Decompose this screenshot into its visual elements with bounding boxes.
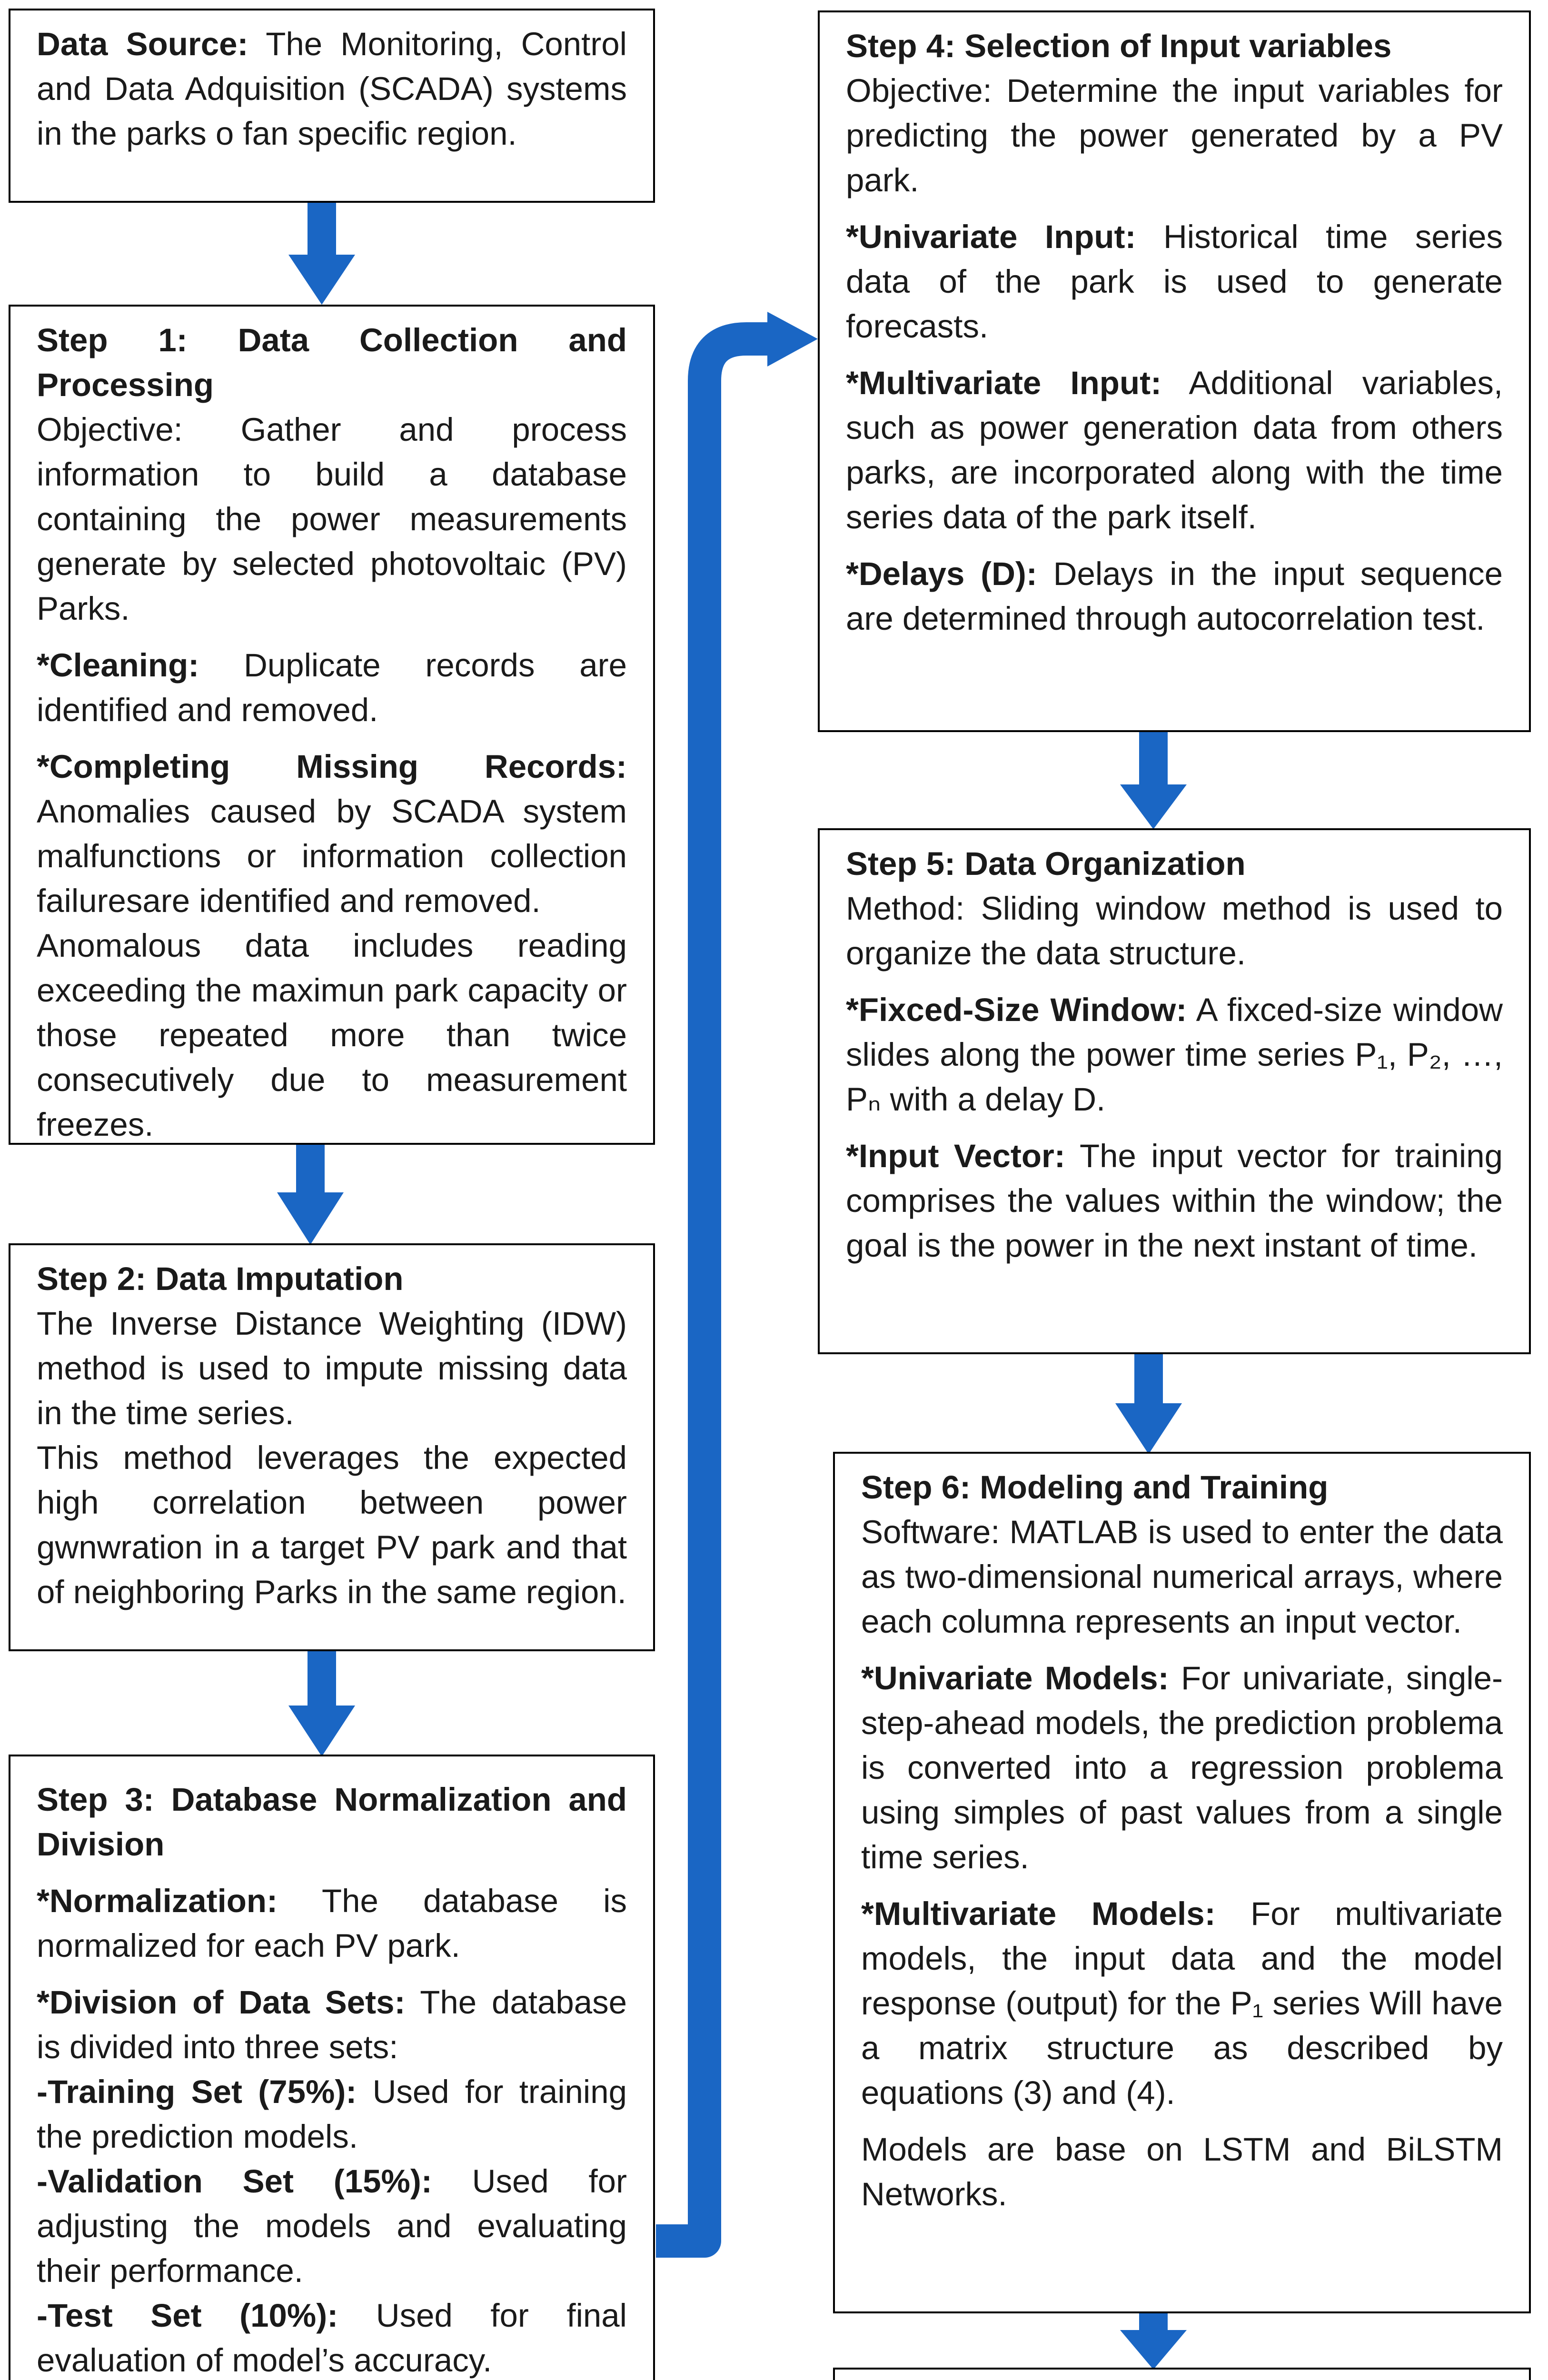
step2-method: The Inverse Distance Weighting (IDW) method is used to impute missing data in the time series. — [37, 1305, 627, 1431]
arrow-step3-to-step4 — [656, 312, 818, 2241]
step7-box — [833, 2368, 1531, 2380]
step5-window: *Fixced-Size Window: A fixced-size window slides along the power time series P₁, P₂, …, Pₙ with a delay D. — [846, 992, 1503, 1118]
step3-normalization: *Normalization: The database is normalized for each PV park. — [37, 1883, 627, 1964]
step3-training-set: -Training Set (75%): Used for training the prediction models. — [37, 2073, 627, 2155]
step2-title: Step 2: Data Imputation — [37, 1260, 404, 1297]
step4-multivariate: *Multivariate Input: Additional variables, such as power generation data from others parks, are incorporated along with the time series data of the park itself. — [846, 365, 1503, 536]
step3-title: Step 3: Database Normalization and Division — [37, 1781, 627, 1863]
step6-box — [833, 1452, 1531, 2313]
step5-input-vector: *Input Vector: The input vector for training comprises the values within the window; the goal is the power in the next instant of time. — [846, 1138, 1503, 1264]
arrow-source-to-step1 — [288, 202, 355, 305]
step6-title: Step 6: Modeling and Training — [861, 1469, 1329, 1506]
data-source-text — [37, 22, 627, 156]
step4-title: Step 4: Selection of Input variables — [846, 28, 1392, 64]
step1-cleaning: *Cleaning: Duplicate records are identified and removed. — [37, 647, 627, 728]
step2-box — [9, 1243, 655, 1651]
step6-univariate: *Univariate Models: For univariate, single-step-ahead models, the prediction problema is converted into a regression problema using simples of past values from a single time series. — [861, 1660, 1503, 1875]
step4-box — [818, 10, 1531, 732]
step5-method: Method: Sliding window method is used to organize the data structure. — [846, 890, 1503, 972]
data-source-description: The Monitoring, Control and Data Adquisition (SCADA) systems in the parks o fan specific region. — [37, 26, 627, 152]
arrow-step1-to-step2 — [277, 1145, 344, 1245]
data-source-label: Data Source: — [37, 26, 248, 62]
arrow-step2-to-step3 — [288, 1651, 355, 1756]
step5-box — [818, 828, 1531, 1354]
step3-validation-set: -Validation Set (15%): Used for adjusting the models and evaluating their performance. — [37, 2163, 627, 2289]
arrow-step5-to-step6 — [1115, 1353, 1182, 1454]
step6-software: Software: MATLAB is used to enter the data as two-dimensional numerical arrays, where each columna represents an input vector. — [861, 1514, 1503, 1640]
step2-correlation: This method leverages the expected high correlation between power gwnwration in a target PV park and that of neighboring Parks in the same region. — [37, 1439, 627, 1610]
data-source-box — [9, 9, 655, 203]
step3-test-set: -Test Set (10%): Used for final evaluation of model’s accuracy. — [37, 2297, 627, 2379]
step4-univariate: *Univariate Input: Historical time series data of the park is used to generate forecasts. — [846, 218, 1503, 345]
step6-multivariate: *Multivariate Models: For multivariate models, the input data and the model response (output) for the P₁ series Will have a matrix structure as described by equations (3) and (4). — [861, 1895, 1503, 2111]
step1-title: Step 1: Data Collection and Processing — [37, 322, 627, 403]
step3-division: *Division of Data Sets: The database is divided into three sets: — [37, 1984, 627, 2065]
step4-objective: Objective: Determine the input variables for predicting the power generated by a PV park. — [846, 72, 1503, 198]
step4-delays: *Delays (D): Delays in the input sequence are determined through autocorrelation test. — [846, 555, 1503, 637]
step1-objective: Objective: Gather and process information to build a database containing the power measurements generate by selected photovoltaic (PV) Parks. — [37, 411, 627, 627]
step1-anomalous: Anomalous data includes reading exceeding the maximun park capacity or those repeated more than twice consecutively due to measurement freezes. — [37, 927, 627, 1143]
step6-base: Models are base on LSTM and BiLSTM Networks. — [861, 2131, 1503, 2212]
step5-title: Step 5: Data Organization — [846, 845, 1246, 882]
arrow-step6-to-step7 — [1120, 2306, 1187, 2370]
arrow-step4-to-step5 — [1120, 732, 1187, 829]
step1-missing-records: *Completing Missing Records: Anomalies caused by SCADA system malfunctions or information collection failuresare identified and removed. — [37, 748, 627, 919]
step1-box — [9, 305, 655, 1145]
step3-box — [9, 1755, 655, 2380]
